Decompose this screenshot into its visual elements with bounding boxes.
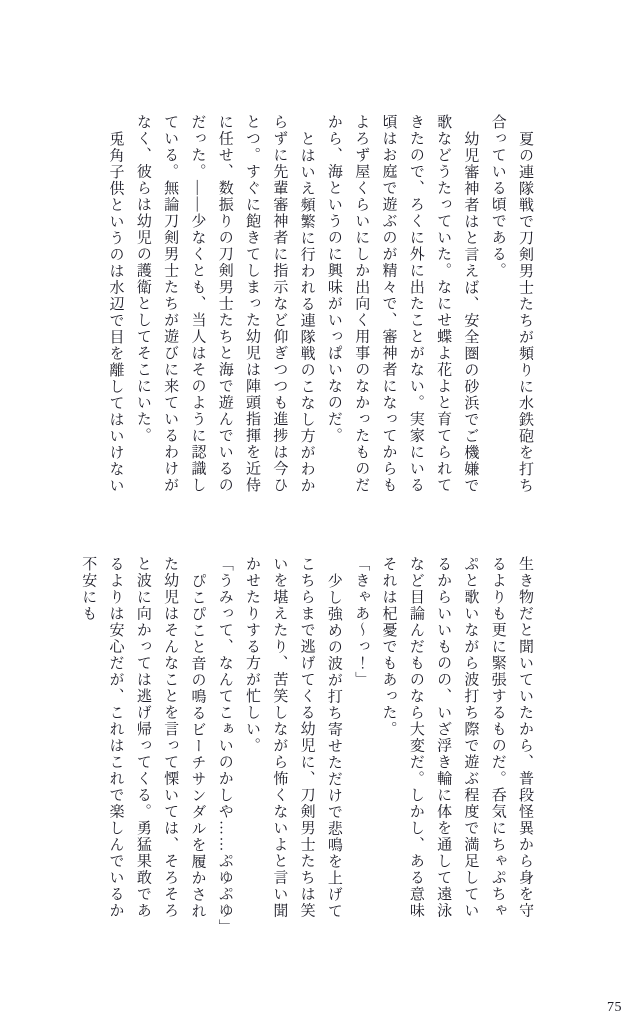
paragraph: 少し強めの波が打ち寄せただけで悲鳴を上げてこちらまで逃げてくる幼児に、刀剣男士たちは笑いを堪えたり、苦笑しながら怖くないよと言い聞かせたりする方が忙しい。 [244,556,342,919]
dialogue-line: 「きゃあ〜っ！」 [353,556,370,688]
text-block-top [96,114,538,496]
paragraph: 夏の連隊戦で刀剣男士たちが頻りに水鉄砲を打ち合っている頃である。 [489,114,533,494]
page-number: 75 [607,1000,622,1015]
paragraph: 兎角子供というのは水辺で目を離してはいけない [107,130,124,494]
paragraph: ぴこぴこと音の鳴るビーチサンダルを履かされた幼児はそんなことを言って慄いては、そろそろと波に向かっては逃げ帰ってくる。勇猛果敢であるよりは安心だが、これはこれで楽しんでいるか不安にも [80,556,206,919]
text-block-bottom [80,556,538,936]
dialogue-line: 「うみって、なんてこぁいのかしや……ぷゆぷゆ」 [216,556,233,936]
paragraph: 生き物だと聞いていたから、普段怪異から身を守るよりも更に緊張するものだ。呑気にちゃぷちゃぷと歌いながら波打ち際で遊ぶ程度で満足しているからいいものの、いざ浮き輪に体を通して遠泳など目論んだものなら大変だ。しかし、ある意味それは杞憂でもあった。 [380,556,533,919]
paragraph: とはいえ頻繁に行われる連隊戦のこなし方がわからずに先輩審神者に指示など仰ぎつつも進捗は今ひとつ。すぐに飽きてしまった幼児は陣頭指揮を近侍に任せ、数振りの刀剣男士たちと海で遊んでいるのだった。――少なくとも、当人はそのように認識している。無論刀剣男士たちが遊びに来ているわけがなく、彼らは幼児の護衛としてそこにいた。 [134,114,315,494]
paragraph: 幼児審神者はと言えば、安全圏の砂浜でご機嫌で歌などうたっていた。なにせ蝶よ花よと育てられてきたので、ろくに外に出たことがない。実家にいる頃はお庭で遊ぶのが精々で、審神者になってからもよろず屋くらいにしか出向く用事のなかったものだから、海というのに興味がいっぱいなのだ。 [325,114,479,494]
